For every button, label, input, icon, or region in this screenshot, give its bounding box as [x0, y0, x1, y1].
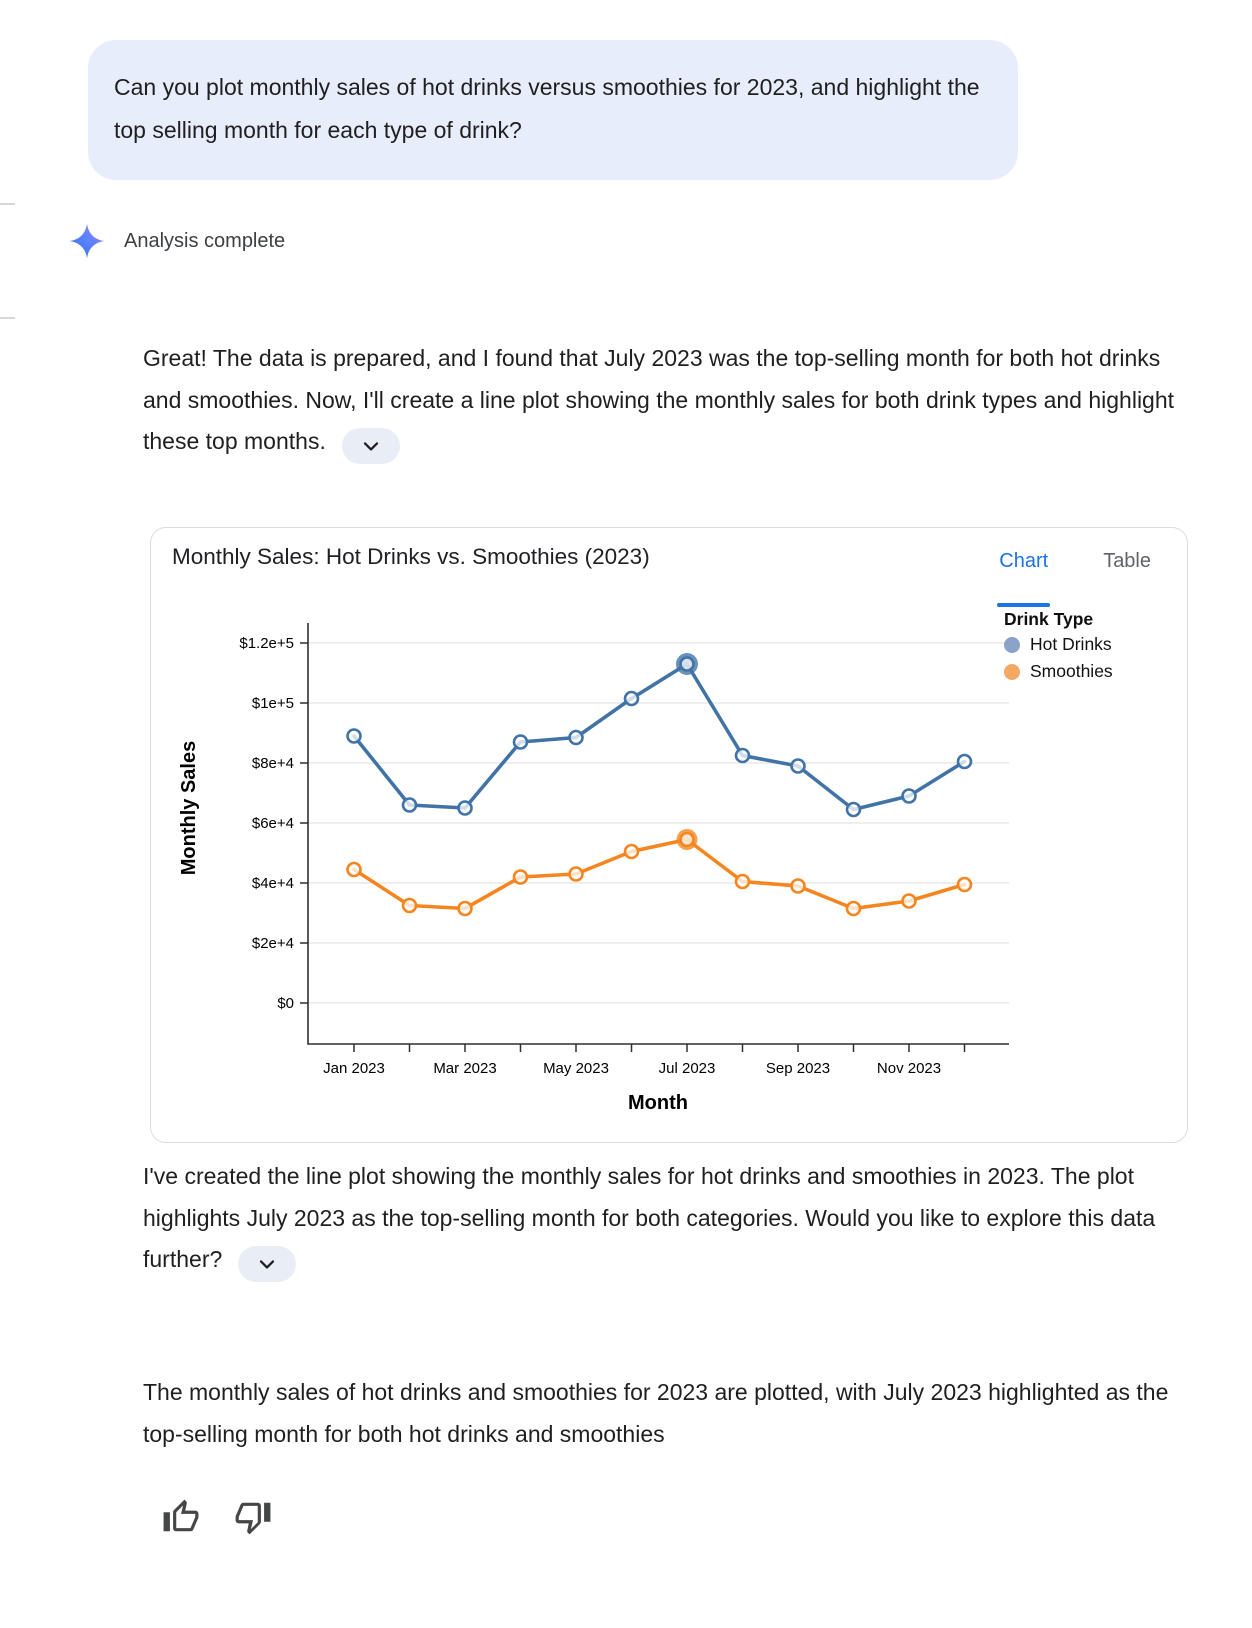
left-edge-tick	[0, 317, 15, 319]
sparkle-icon	[68, 222, 106, 260]
chevron-down-icon	[359, 434, 383, 458]
thumbs-up-button[interactable]	[160, 1496, 202, 1538]
svg-text:Monthly Sales: Monthly Sales	[178, 740, 200, 876]
smoothies-swatch-icon	[1004, 664, 1020, 680]
chart-title: Monthly Sales: Hot Drinks vs. Smoothies (2023)	[172, 544, 650, 569]
chevron-down-icon	[255, 1252, 279, 1276]
svg-text:$1e+5: $1e+5	[251, 695, 294, 712]
svg-text:Month: Month	[628, 1092, 688, 1114]
thumb-up-icon	[162, 1498, 200, 1536]
tab-table[interactable]: Table	[1103, 550, 1151, 572]
assistant-paragraph-3	[143, 1372, 1178, 1455]
svg-text:$8e+4: $8e+4	[251, 755, 294, 772]
chart-table-tabs	[999, 548, 1151, 574]
analysis-status-row	[68, 222, 285, 260]
legend-title: Drink Type	[1004, 609, 1094, 629]
left-edge-tick	[0, 203, 15, 205]
assistant-paragraph-1	[143, 338, 1178, 464]
svg-text:$6e+4: $6e+4	[251, 815, 294, 832]
user-message-bubble	[88, 40, 1018, 180]
svg-text:May 2023: May 2023	[543, 1060, 609, 1077]
chart-card	[150, 527, 1188, 1143]
assistant-paragraph-3-text: The monthly sales of hot drinks and smoothies for 2023 are plotted, with July 2023 highlighted as the top-selling month for both hot drinks and smoothies	[143, 1379, 1169, 1447]
expand-collapse-button[interactable]	[238, 1246, 296, 1282]
chart-legend	[1004, 607, 1113, 685]
svg-text:Mar 2023: Mar 2023	[433, 1060, 497, 1077]
expand-collapse-button[interactable]	[342, 428, 400, 464]
legend-item-label: Smoothies	[1030, 661, 1113, 681]
feedback-bar	[160, 1496, 274, 1538]
legend-item-label: Hot Drinks	[1030, 634, 1112, 654]
assistant-paragraph-2	[143, 1156, 1178, 1282]
legend-item-hot-drinks	[1004, 631, 1113, 658]
svg-text:$4e+4: $4e+4	[251, 875, 294, 892]
svg-text:$0: $0	[277, 995, 294, 1012]
analysis-status-label: Analysis complete	[124, 229, 286, 252]
thumbs-down-button[interactable]	[232, 1496, 274, 1538]
assistant-paragraph-1-text: Great! The data is prepared, and I found that July 2023 was the top-selling month for both hot drinks and smoothies. Now, I'll create a line plot showing the monthly sales for both drink types and highlight these top months.	[143, 345, 1175, 454]
svg-text:$1.2e+5: $1.2e+5	[239, 635, 294, 652]
svg-text:Nov 2023: Nov 2023	[876, 1060, 942, 1077]
user-message-text: Can you plot monthly sales of hot drinks versus smoothies for 2023, and highlight the top selling month for each type of drink?	[114, 74, 980, 143]
assistant-paragraph-2-text: I've created the line plot showing the monthly sales for hot drinks and smoothies in 2023. The plot highlights July 2023 as the top-selling month for both categories. Would you like to explore this data further?	[143, 1163, 1156, 1272]
thumb-down-icon	[234, 1498, 272, 1536]
svg-text:Jan 2023: Jan 2023	[323, 1060, 385, 1077]
svg-text:Sep 2023: Sep 2023	[765, 1060, 831, 1077]
legend-item-smoothies	[1004, 658, 1113, 685]
tab-chart[interactable]: Chart	[999, 550, 1049, 572]
svg-text:Jul 2023: Jul 2023	[658, 1060, 716, 1077]
svg-text:$2e+4: $2e+4	[251, 935, 294, 952]
hot-drinks-swatch-icon	[1004, 637, 1020, 653]
